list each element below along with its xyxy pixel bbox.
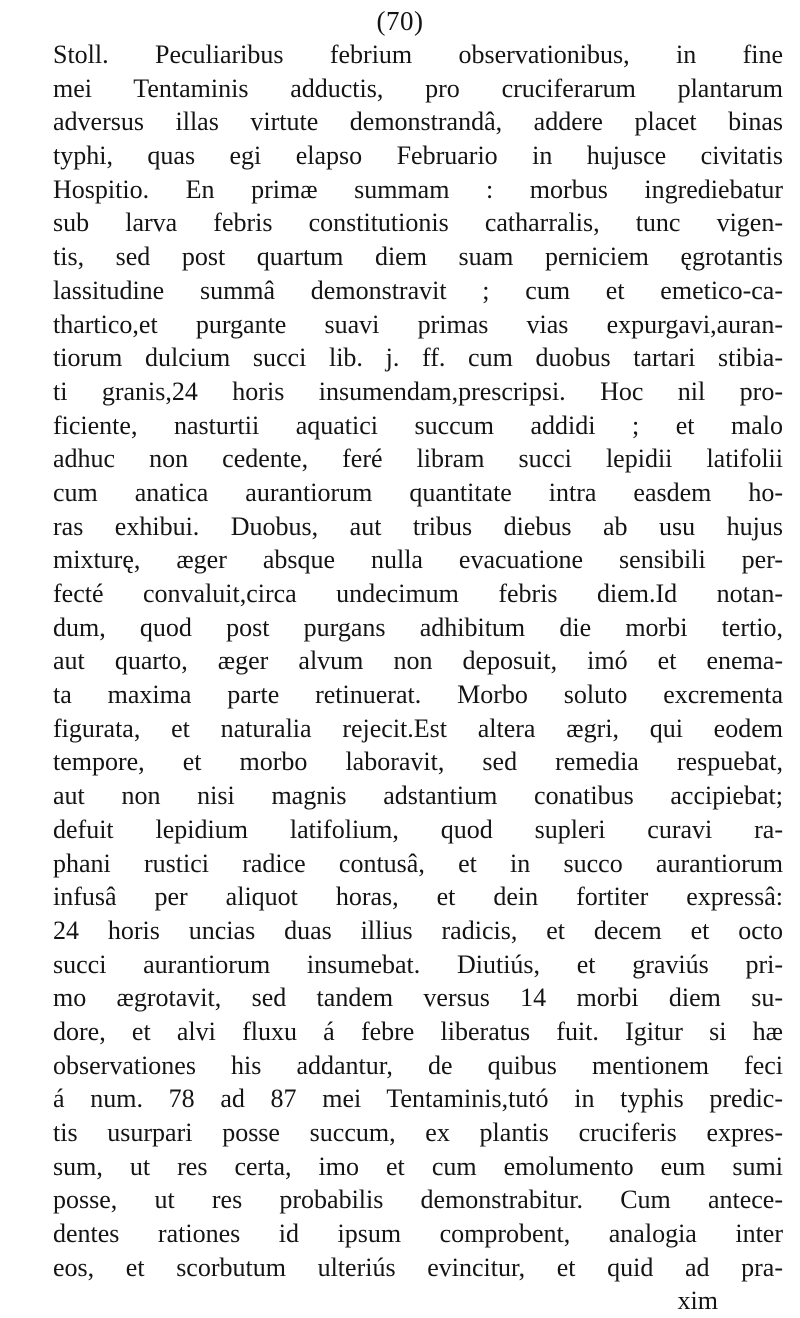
text-line: xim — [677, 1286, 718, 1316]
text-line: tempore, et morbo laboravit, sed remedia respuebat, — [53, 747, 783, 777]
text-line: figurata, et naturalia rejecit.Est altera ægri, qui eodem — [53, 713, 783, 743]
text-line: posse, ut res probabilis demonstrabitur. Cum antece- — [53, 1185, 783, 1215]
text-line: eos, et scorbutum ulteriús evincitur, et quid ad pra- — [53, 1252, 783, 1282]
text-line: phani rustici radice contusâ, et in succo aurantiorum — [53, 848, 783, 878]
text-line: dore, et alvi fluxu á febre liberatus fuit. Igitur si hæ — [53, 1016, 783, 1046]
text-line: tis usurpari posse succum, ex plantis cruciferis expres- — [53, 1118, 783, 1147]
text-line: fecté convaluit,circa undecimum febris diem.Id notan- — [53, 579, 783, 608]
text-line: aut non nisi magnis adstantium conatibus accipiebat; — [53, 781, 783, 811]
text-line: cum anatica aurantiorum quantitate intra easdem ho- — [53, 477, 783, 507]
text-line: adhuc non cedente, feré libram succi lepidii latifolii — [53, 444, 783, 474]
text-line: dentes rationes id ipsum comprobent, analogia inter — [53, 1219, 783, 1249]
text-line: Stoll. Peculiaribus febrium observationibus, in fine — [53, 40, 783, 69]
text-line: defuit lepidium latifolium, quod supleri curavi ra- — [53, 814, 783, 844]
text-line: ficiente, nasturtii aquatici succum addidi ; et malo — [53, 410, 783, 440]
text-line: typhi, quas egi elapso Februario in hujusce civitatis — [53, 141, 783, 171]
text-line: sum, ut res certa, imo et cum emolumento eum sumi — [53, 1151, 783, 1181]
text-line: mixturę, æger absque nulla evacuatione sensibili per- — [53, 545, 783, 575]
text-line: ras exhibui. Duobus, aut tribus diebus ab usu hujus — [53, 511, 783, 541]
text-line: sub larva febris constitutionis catharralis, tunc vigen- — [53, 208, 783, 238]
text-line: Hospitio. En primæ summam : morbus ingrediebatur — [53, 174, 783, 204]
text-line: lassitudine summâ demonstravit ; cum et emetico-ca- — [53, 275, 783, 305]
body-text — [53, 38, 783, 1318]
text-line: infusâ per aliquot horas, et dein fortiter expressâ: — [53, 882, 783, 912]
text-line: succi aurantiorum insumebat. Diutiús, et graviús pri- — [53, 949, 783, 979]
text-line: dum, quod post purgans adhibitum die morbi tertio, — [53, 612, 783, 642]
text-line: observationes his addantur, de quibus mentionem feci — [53, 1050, 783, 1080]
text-line: thartico,et purgante suavi primas vias expurgavi,auran- — [53, 309, 783, 339]
text-line: mo ægrotavit, sed tandem versus 14 morbi diem su- — [53, 983, 783, 1013]
text-line: ti granis,24 horis insumendam,prescripsi. Hoc nil pro- — [53, 376, 783, 406]
text-line: tis, sed post quartum diem suam perniciem ęgrotantis — [53, 242, 783, 272]
text-line: 24 horis uncias duas illius radicis, et decem et octo — [53, 915, 783, 945]
page-number: (70) — [376, 6, 424, 36]
text-line: ta maxima parte retinuerat. Morbo soluto excrementa — [53, 680, 783, 710]
text-line: mei Tentaminis adductis, pro cruciferarum plantarum — [53, 73, 783, 103]
text-line: tiorum dulcium succi lib. j. ff. cum duobus tartari stibia- — [53, 343, 783, 373]
text-line: adversus illas virtute demonstrandâ, addere placet binas — [53, 107, 783, 137]
text-line: aut quarto, æger alvum non deposuit, imó et enema- — [53, 646, 783, 676]
text-line: á num. 78 ad 87 mei Tentaminis,tutó in typhis predic- — [53, 1084, 783, 1114]
